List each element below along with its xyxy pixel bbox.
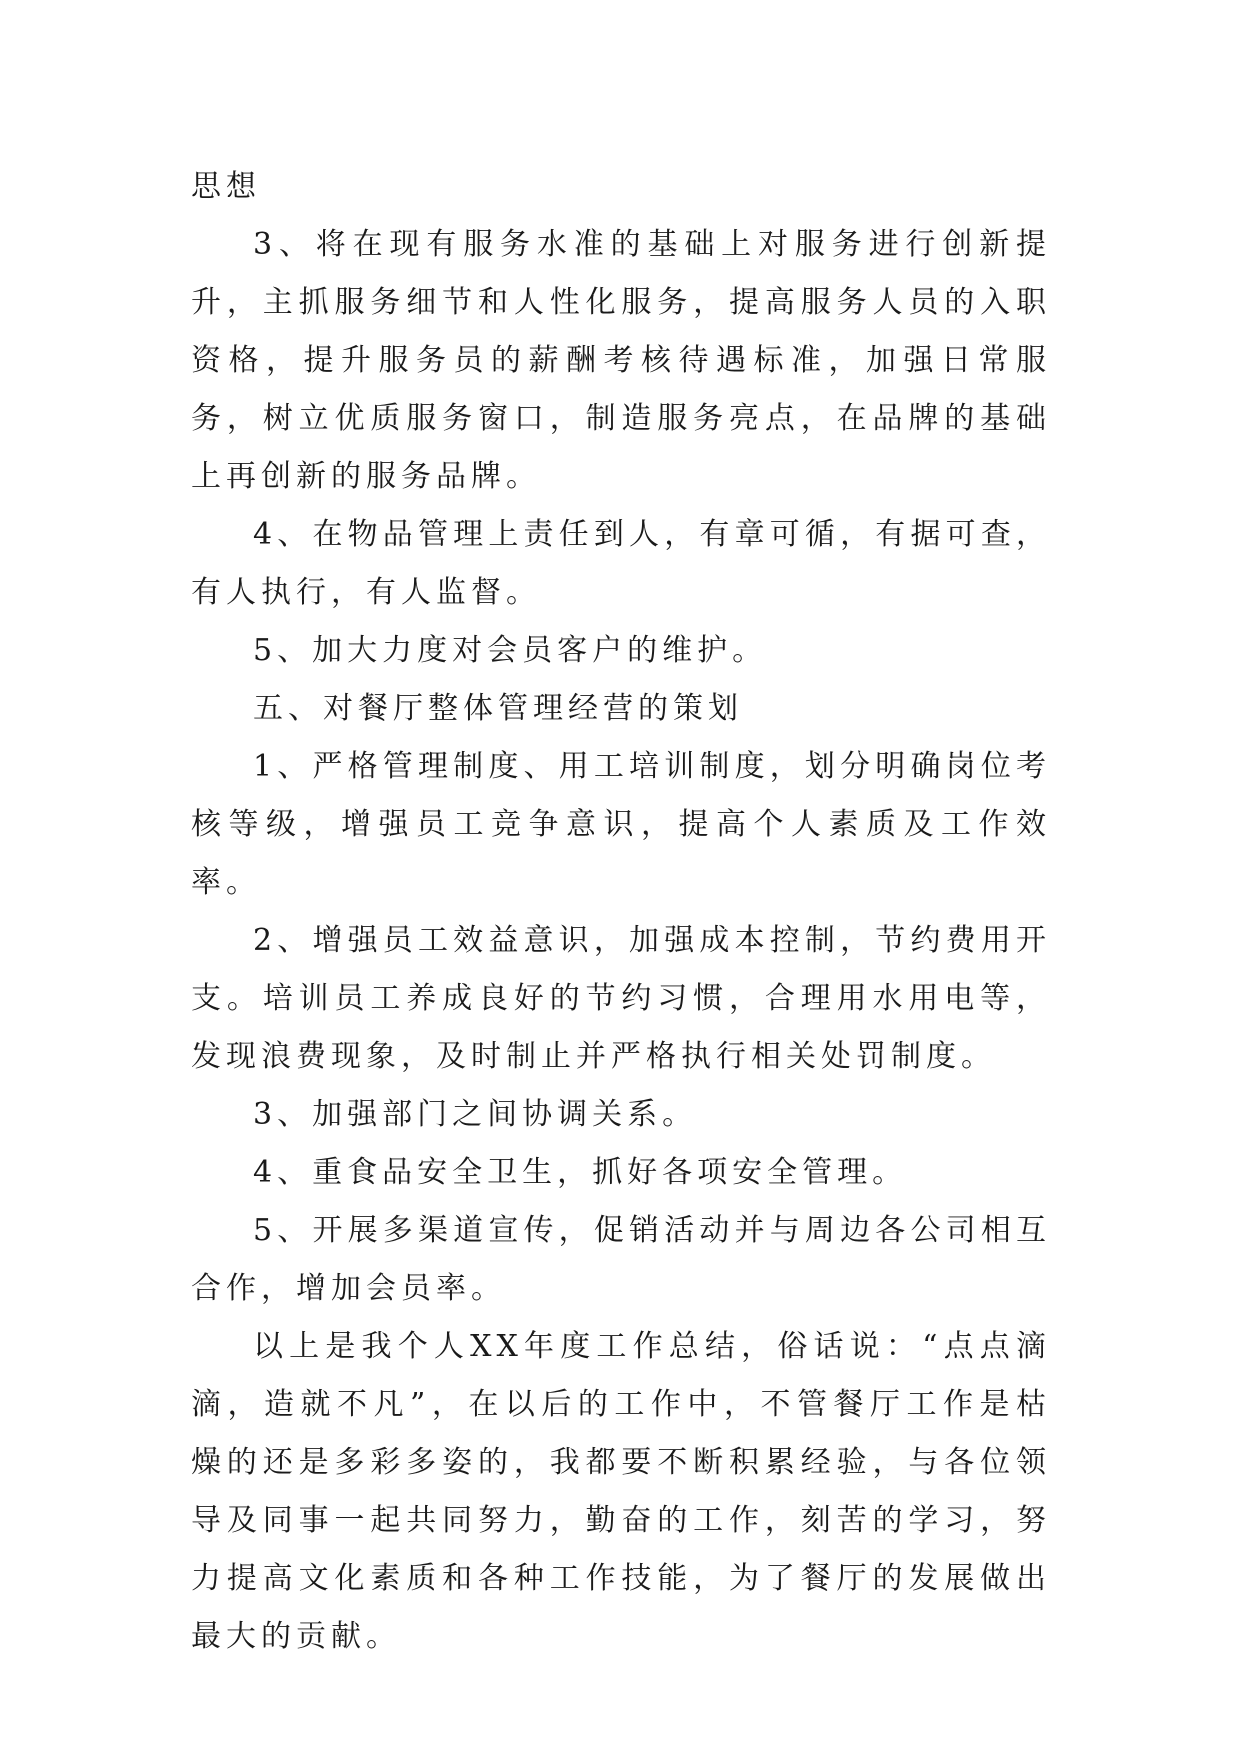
paragraph-member-maintenance: 5、加大力度对会员客户的维护。 [253, 633, 768, 668]
paragraph-promotion: 5、开展多渠道宣传，促销活动并与周边各公司相互合作，增加会员率。 [191, 1213, 1051, 1306]
section-heading-five: 五、对餐厅整体管理经营的策划 [253, 691, 743, 726]
paragraph-conclusion: 以上是我个人XX年度工作总结，俗话说：“点点滴滴，造就不凡”，在以后的工作中，不管餐厅工作是枯燥的还是多彩多姿的，我都要不断积累经验，与各位领导及同事一起共同努力，勤奋的工作，刻苦的学习，努力提高文化素质和各种工作技能，为了餐厅的发展做出最大的贡献。 [191, 1329, 1051, 1654]
document-body [191, 158, 1051, 1666]
paragraph-service-innovation: 3、将在现有服务水准的基础上对服务进行创新提升，主抓服务细节和人性化服务，提高服务人员的入职资格，提升服务员的薪酬考核待遇标准，加强日常服务，树立优质服务窗口，制造服务亮点，在品牌的基础上再创新的服务品牌。 [191, 227, 1051, 494]
paragraph-management-system: 1、严格管理制度、用工培训制度，划分明确岗位考核等级，增强员工竞争意识，提高个人素质及工作效率。 [191, 749, 1051, 900]
paragraph-item-management: 4、在物品管理上责任到人，有章可循，有据可查，有人执行，有人监督。 [191, 517, 1051, 610]
paragraph-continuation: 思想 [191, 169, 261, 204]
paragraph-food-safety: 4、重食品安全卫生，抓好各项安全管理。 [253, 1155, 908, 1190]
paragraph-cost-control: 2、增强员工效益意识，加强成本控制，节约费用开支。培训员工养成良好的节约习惯，合理用水用电等，发现浪费现象，及时制止并严格执行相关处罚制度。 [191, 923, 1051, 1074]
paragraph-department-coordination: 3、加强部门之间协调关系。 [253, 1097, 698, 1132]
